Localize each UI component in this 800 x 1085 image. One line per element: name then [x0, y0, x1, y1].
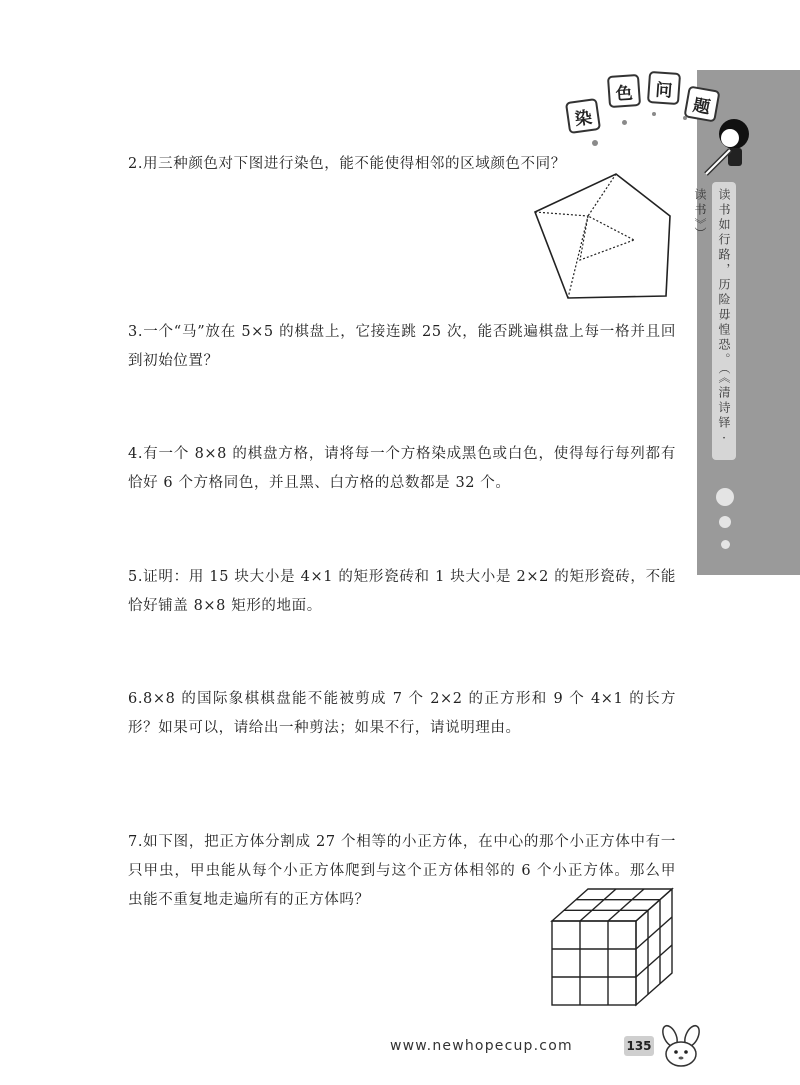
sidebar-quote: 读书如行路，历险毋惶恐。（《清诗铎·读书》）: [712, 182, 736, 460]
sidebar-dot-small: [721, 540, 730, 549]
sidebar-top-cutout: [697, 15, 800, 70]
problem-5: 5.证明：用 15 块大小是 4×1 的矩形瓷砖和 1 块大小是 2×2 的矩形瓷砖，不能恰好铺盖 8×8 矩形的地面。: [128, 569, 676, 614]
sidebar-dot-large: [716, 488, 734, 506]
title-deco-dot: [652, 112, 656, 116]
problem-7: 7.如下图，把正方体分割成 27 个相等的小正方体，在中心的那个小正方体中有一只甲虫，甲虫能从每个小正方体爬到与这个正方体相邻的 6 个小正方体。那么甲虫能不重复地走遍所有的正方体吗？: [128, 834, 676, 908]
title-char-2: 色: [607, 74, 641, 108]
problem-4: 4.有一个 8×8 的棋盘方格，请将每一个方格染成黑色或白色，使得每行每列都有恰好 6 个方格同色，并且黑、白方格的总数都是 32 个。: [128, 446, 676, 491]
title-deco-dot: [592, 140, 598, 146]
title-char-3: 问: [647, 71, 681, 105]
bunny-mascot-icon: [656, 1024, 706, 1068]
problem-2: 2.用三种颜色对下图进行染色，能不能使得相邻的区域颜色不同？: [128, 156, 566, 172]
title-char-4: 题: [683, 85, 720, 122]
title-deco-dot: [622, 120, 627, 125]
cartoon-girl-icon: [700, 112, 758, 178]
footer-url: www.newhopecup.com: [390, 1038, 573, 1054]
title-char-1: 染: [565, 98, 601, 134]
problem-6: 6.8×8 的国际象棋棋盘能不能被剪成 7 个 2×2 的正方形和 9 个 4×1 的长方形？如果可以，请给出一种剪法；如果不行，请说明理由。: [128, 691, 676, 736]
problem-3: 3.一个“马”放在 5×5 的棋盘上，它接连跳 25 次，能否跳遍棋盘上每一格并且回到初始位置？: [128, 324, 676, 369]
page-number: 135: [624, 1036, 654, 1056]
cube-figure: [548, 885, 688, 1010]
title-deco-dot: [683, 116, 687, 120]
pentagon-figure: [530, 168, 680, 302]
sidebar-dot-medium: [719, 516, 731, 528]
